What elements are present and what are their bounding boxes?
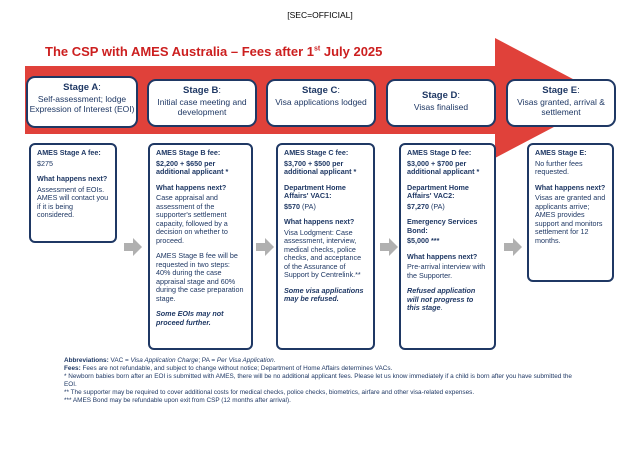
stage-a-title: Stage A: — [63, 82, 101, 93]
fee-box-a — [29, 143, 117, 243]
stage-c-title: Stage C: — [301, 85, 340, 96]
fee-e-heading: AMES Stage E: — [535, 148, 587, 157]
fee-e-amount: No further fees requested. — [535, 158, 583, 176]
fee-d-vac: $7,270 (PA) — [407, 201, 445, 211]
fee-b-amount: $2,200 + $650 per additional applicant * — [156, 158, 229, 176]
stage-b-title: Stage B: — [182, 85, 221, 96]
stage-c-box — [266, 79, 376, 127]
fee-d-amount: $3,000 + $700 per additional applicant * — [407, 158, 480, 176]
fees-note: Fees: Fees are not refundable, and subject to change without notice; Department of Home Affairs determines VACs. — [64, 365, 393, 372]
footnote-3: *** AMES Bond may be refundable upon exit from CSP (12 months after arrival). — [64, 397, 291, 404]
footnote-1: * Newborn babies born after an EOI is submitted with AMES, there will be no additional applicant fees. Please let us know immediately if a child is born after you have submitted the EOI. — [64, 373, 572, 388]
fee-e-next-heading: What happens next? — [535, 182, 606, 192]
stage-a-box — [26, 76, 138, 128]
arrow-right-icon — [504, 238, 522, 256]
fee-a-next-text: Assessment of EOIs. AMES will contact you if it is being considered. — [37, 184, 109, 219]
fee-b-next-heading: What happens next? — [156, 182, 227, 192]
stage-e-title: Stage E: — [542, 85, 580, 96]
fee-d-vac-heading: Department Home Affairs' VAC2: — [407, 182, 469, 200]
fee-a-heading: AMES Stage A fee: — [37, 148, 101, 157]
stage-b-desc: Initial case meeting and development — [157, 97, 247, 117]
fee-box-e — [527, 143, 614, 282]
fee-a-amount: $275 — [37, 158, 53, 168]
fee-c-note: Some visa applications may be refused. — [284, 285, 364, 303]
stage-c-desc: Visa applications lodged — [275, 97, 367, 107]
page-title: The CSP with AMES Australia – Fees after 1st July 2025 — [45, 44, 383, 59]
abbreviations-note: Abbreviations: VAC = Visa Application Charge; PA = Per Visa Application. — [64, 357, 276, 364]
fee-box-c — [276, 143, 375, 350]
arrow-right-icon — [124, 238, 142, 256]
classification-label: [SEC=OFFICIAL] — [287, 10, 353, 20]
fee-d-bond-heading: Emergency Services Bond: — [407, 217, 478, 235]
fee-c-next-text: Visa Lodgment: Case assessment, interview, medical checks, police checks, and acceptance of the Assurance of Support by Centrelink.** — [284, 227, 362, 279]
fee-c-vac-heading: Department Home Affairs' VAC1: — [284, 182, 346, 200]
fee-b-note: Some EOIs may not proceed further. — [156, 309, 224, 327]
stage-e-desc: Visas granted, arrival & settlement — [517, 97, 605, 117]
stage-d-title: Stage D: — [421, 90, 460, 101]
stage-d-box — [386, 79, 496, 127]
fee-c-amount: $3,700 + $500 per additional applicant * — [284, 158, 357, 176]
stage-b-box — [147, 79, 257, 127]
arrow-right-icon — [256, 238, 274, 256]
fee-a-next-heading: What happens next? — [37, 174, 108, 183]
fee-d-next-text: Pre-arrival interview with the Supporter. — [407, 262, 486, 280]
fee-d-heading: AMES Stage D fee: — [407, 148, 472, 157]
stage-d-desc: Visas finalised — [413, 102, 469, 112]
fee-e-next-text: Visas are granted and applicants arrive; AMES provides support and monitors settlement for 12 months. — [535, 193, 606, 245]
footnote-2: ** The supporter may be required to cover additional costs for medical checks, police checks, biometrics, airfare and other visa-related expenses. — [64, 389, 475, 396]
fee-b-extra: AMES Stage B fee will be requested in two steps: 40% during the case appraisal stage and 60% during the case preparation stage. — [156, 251, 244, 303]
fee-c-next-heading: What happens next? — [284, 217, 355, 226]
fee-box-b — [148, 143, 253, 350]
fee-d-bond-amount: $5,000 *** — [407, 236, 440, 245]
fee-d-next-heading: What happens next? — [407, 251, 478, 261]
stage-a-desc: Self-assessment; lodge Expression of Interest (EOI) — [29, 94, 135, 114]
footnotes — [64, 357, 584, 405]
fee-b-next-text: Case appraisal and assessment of the supporter's settlement capacity, followed by a decision on whether to proceed. — [156, 193, 228, 245]
fee-c-vac: $570 (PA) — [284, 201, 316, 211]
fee-c-heading: AMES Stage C fee: — [284, 148, 349, 157]
arrow-right-icon — [380, 238, 398, 256]
fee-d-note: Refused application will not progress to this stage. — [407, 286, 476, 312]
fee-b-heading: AMES Stage B fee: — [156, 148, 221, 157]
fee-box-d — [399, 143, 496, 350]
stage-e-box — [506, 79, 616, 127]
